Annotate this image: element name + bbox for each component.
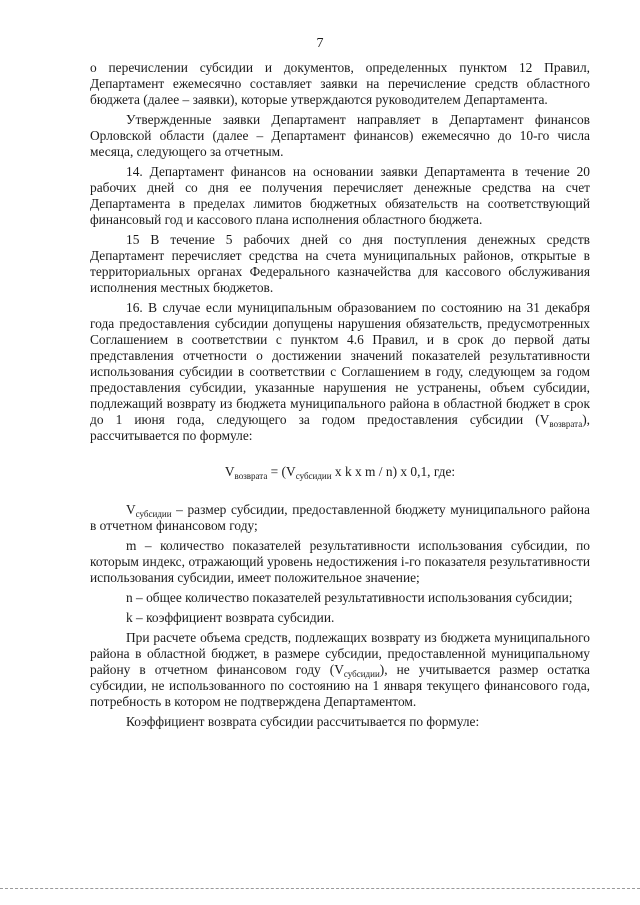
definition-v-subsidy bbox=[90, 502, 590, 534]
formula-sub-return: возврата bbox=[234, 471, 268, 481]
calculation-note-a: При расчете объема средств, подлежащих возврату из бюджета муниципального района в областной бюджет, в размере субсидии, предоставленной муниципальному району в отчетном финансовом году (V bbox=[90, 630, 590, 677]
formula-sub-subsidy: субсидии bbox=[295, 471, 332, 481]
paragraph-calculation-note bbox=[90, 630, 590, 710]
page-number: 7 bbox=[316, 36, 324, 51]
paragraph-16-text: 16. В случае если муниципальным образованием по состоянию на 31 декабря года предоставления субсидии допущены нарушения обязательств, предусмотренных Соглашением в соответствии с пунктом 4.6 Правил, и в срок до первой даты представления отчетности о достижении значений показателей результативности использования субсидии в соответствии с Соглашением в году, следующем за годом предоставления субсидии, указанные нарушения не устранены, объем субсидии, подлежащий возврату из бюджета муниципального района в областной бюджет в срок до 1 июня года, следующего за годом предоставления субсидии (V bbox=[90, 300, 590, 427]
paragraph-14: 14. Департамент финансов на основании заявки Департамента в течение 20 рабочих дней со дня ее получения перечисляет денежные средства на счет Департамента в пределах лимитов бюджетных обязательств на соответствующий финансовый год и кассового плана исполнения областного бюджета. bbox=[90, 164, 590, 227]
definition-v-subscript: субсидии bbox=[135, 509, 172, 519]
definition-m: m – количество показателей результативности использования субсидии, по которым индекс, отражающий уровень недостижения i-го показателя результативности использования субсидии, имеет положительное значение; bbox=[90, 538, 590, 585]
paragraph-1: о перечислении субсидии и документов, определенных пунктом 12 Правил, Департамент ежемесячно составляет заявки на перечисление средств областного бюджета (далее – заявки), которые утверждаются руководителем Департамента. bbox=[90, 60, 590, 107]
paragraph-16-end: ), рассчитывается по формуле: bbox=[90, 412, 590, 443]
paragraph-16-subscript: возврата bbox=[549, 419, 583, 429]
formula-rest: x k x m / n) x 0,1, где: bbox=[331, 464, 456, 479]
paragraph-16 bbox=[90, 300, 590, 444]
document-body bbox=[90, 60, 590, 734]
definition-v-text: – размер субсидии, предоставленной бюджету муниципального района в отчетном финансовом году; bbox=[90, 502, 590, 533]
definition-v: V bbox=[126, 502, 136, 517]
formula-mid: = (V bbox=[267, 464, 296, 479]
definition-k: k – коэффициент возврата субсидии. bbox=[126, 610, 335, 625]
formula-v: V bbox=[224, 464, 235, 479]
calculation-note-subscript: субсидии bbox=[343, 669, 380, 679]
return-formula bbox=[90, 464, 590, 480]
definition-n: n – общее количество показателей результативности использования субсидии; bbox=[126, 590, 573, 605]
paragraph-2: Утвержденные заявки Департамент направляет в Департамент финансов Орловской области (далее – Департамент финансов) ежемесячно до 10-го числа месяца, следующего за отчетным. bbox=[90, 112, 590, 159]
page-bottom-divider bbox=[0, 888, 640, 889]
paragraph-15: 15 В течение 5 рабочих дней со дня поступления денежных средств Департамент перечисляет средства на счета муниципальных районов, открытые в территориальных органах Федерального казначейства для кассового обслуживания исполнения местных бюджетов. bbox=[90, 232, 590, 295]
paragraph-coefficient-formula: Коэффициент возврата субсидии рассчитывается по формуле: bbox=[126, 714, 480, 729]
calculation-note-b: ), не учитывается размер остатка субсидии, не использованного по состоянию на 1 января текущего финансового года, потребность в котором не подтверждена Департаментом. bbox=[90, 662, 590, 709]
